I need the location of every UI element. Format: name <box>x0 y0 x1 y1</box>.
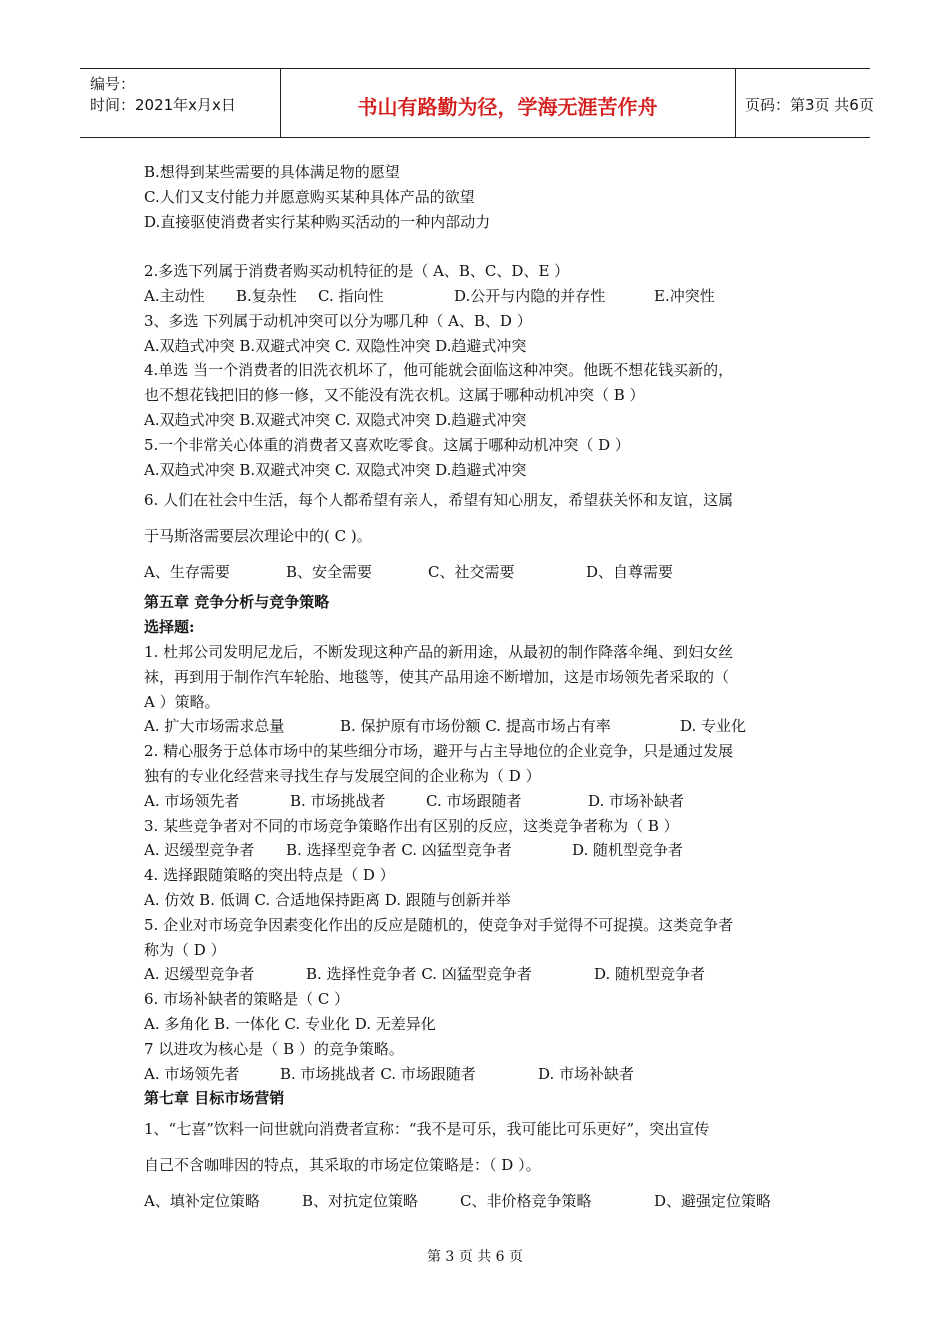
option: D. 随机型竞争者 <box>594 965 706 984</box>
ch5-q7-options <box>144 1062 814 1087</box>
ch4-q6-line1: 6. 人们在社会中生活，每个人都希望有亲人，希望有知心朋友，希望获关怀和友谊，这属 <box>144 491 734 510</box>
ch4-q6-options <box>144 554 814 590</box>
option: B. 选择型竞争者 C. 凶猛型竞争者 <box>286 841 512 860</box>
option: C、非价格竞争策略 <box>460 1192 592 1211</box>
ch7-q1-line2: 自己不含咖啡因的特点，其采取的市场定位策略是：（ D ）。 <box>144 1156 541 1175</box>
ch4-q5-options: A.双趋式冲突 B.双避式冲突 C. 双隐式冲突 D.趋避式冲突 <box>144 460 527 479</box>
option: B. 保护原有市场份额 C. 提高市场占有率 <box>340 717 611 736</box>
ch5-q6-options: A. 多角化 B. 一体化 C. 专业化 D. 无差异化 <box>144 1014 436 1033</box>
option: A. 市场领先者 <box>144 791 240 810</box>
option: A.主动性 <box>144 286 205 305</box>
option: E.冲突性 <box>654 286 715 305</box>
ch5-q2-line1: 2. 精心服务于总体市场中的某些细分市场，避开与占主导地位的企业竞争，只是通过发展 <box>144 742 734 761</box>
ch4-q5: 5.一个非常关心体重的消费者又喜欢吃零食。这属于哪种动机冲突（ D ） <box>144 435 630 454</box>
option: B. 选择性竞争者 C. 凶猛型竞争者 <box>306 965 532 984</box>
page-header <box>80 68 874 138</box>
option: B.复杂性 <box>236 286 297 305</box>
ch7-title: 第七章 目标市场营销 <box>144 1089 285 1108</box>
ch5-q1-line3: A ）策略。 <box>144 692 220 711</box>
option: A. 扩大市场需求总量 <box>144 717 285 736</box>
ch5-q5-line1: 5. 企业对市场竞争因素变化作出的反应是随机的，使竞争对手觉得不可捉摸。这类竞争者 <box>144 915 734 934</box>
option: A. 市场领先者 <box>144 1064 240 1083</box>
ch5-q2-line2: 独有的专业化经营来寻找生存与发展空间的企业称为（ D ） <box>144 766 541 785</box>
ch5-q2-options <box>144 789 814 814</box>
option: C. 市场跟随者 <box>426 791 522 810</box>
option: A、填补定位策略 <box>144 1192 260 1211</box>
ch4-q1-option-b: B.想得到某些需要的具体满足物的愿望 <box>144 163 400 181</box>
ch4-q2-options <box>144 284 814 309</box>
ch5-q5-options <box>144 962 814 987</box>
ch4-q1-option-d: D.直接驱使消费者实行某种购买活动的一种内部动力 <box>144 212 491 231</box>
ch4-q4-options: A.双趋式冲突 B.双避式冲突 C. 双隐式冲突 D.趋避式冲突 <box>144 410 527 429</box>
option: D. 随机型竞争者 <box>572 841 684 860</box>
header-motto-cell <box>280 69 736 137</box>
option: A. 迟缓型竞争者 <box>144 841 255 860</box>
date-label: 时间：2021年x月x日 <box>90 96 236 114</box>
option: D. 市场补缺者 <box>588 791 685 810</box>
option: B、对抗定位策略 <box>302 1192 419 1211</box>
ch7-q1-options <box>144 1183 814 1219</box>
ch5-q6: 6. 市场补缺者的策略是（ C ） <box>144 990 350 1009</box>
ch5-q7: 7 以进攻为核心是（ B ）的竞争策略。 <box>144 1039 404 1058</box>
motto: 书山有路勤为径，学海无涯苦作舟 <box>357 95 658 119</box>
ch5-q1-line2: 袜，再到用于制作汽车轮胎、地毯等，使其产品用途不断增加，这是市场领先者采取的（ <box>144 667 730 686</box>
ch5-q4-options: A. 仿效 B. 低调 C. 合适地保持距离 D. 跟随与创新并举 <box>144 890 511 909</box>
option: A、生存需要 <box>144 563 230 582</box>
ch5-q4: 4. 选择跟随策略的突出特点是（ D ） <box>144 866 395 885</box>
option: A. 迟缓型竞争者 <box>144 965 255 984</box>
ch5-q1-options <box>144 714 814 739</box>
header-left-cell <box>80 69 281 137</box>
option: D.公开与内隐的并存性 <box>454 286 606 305</box>
header-right-cell <box>735 69 874 137</box>
page-info: 页码：第3页 共6页 <box>745 96 874 114</box>
ch4-q4-line1: 4.单选 当一个消费者的旧洗衣机坏了，他可能就会面临这种冲突。他既不想花钱买新的， <box>144 361 734 380</box>
ch7-q1-line1: 1、“七喜”饮料一问世就向消费者宣称：“我不是可乐，我可能比可乐更好”，突出宣传 <box>144 1120 710 1139</box>
document-body <box>144 160 814 1219</box>
ch4-q3: 3、多选 下列属于动机冲突可以分为哪几种（ A、B、D ） <box>144 311 532 330</box>
option: C. 指向性 <box>318 286 384 305</box>
option: D、自尊需要 <box>586 563 674 582</box>
page-footer: 第 3 页 共 6 页 <box>426 1249 524 1265</box>
ch4-q4-line2: 也不想花钱把旧的修一修，又不能没有洗衣机。这属于哪种动机冲突（ B ） <box>144 386 645 405</box>
ch5-q5-line2: 称为（ D ） <box>144 940 226 959</box>
ch5-subtitle: 选择题: <box>144 618 195 637</box>
code-label: 编号： <box>90 75 136 93</box>
option: B. 市场挑战者 <box>290 791 386 810</box>
option: C、社交需要 <box>428 563 515 582</box>
ch5-title: 第五章 竞争分析与竞争策略 <box>144 593 330 612</box>
ch5-q3-options <box>144 838 814 863</box>
ch5-q1-line1: 1. 杜邦公司发明尼龙后，不断发现这种产品的新用途，从最初的制作降落伞绳、到妇女丝 <box>144 642 734 661</box>
option: D. 专业化 <box>680 717 747 736</box>
ch4-q1-option-c: C.人们又支付能力并愿意购买某种具体产品的欲望 <box>144 187 475 206</box>
option: B、安全需要 <box>286 563 373 582</box>
ch4-q2: 2.多选下列属于消费者购买动机特征的是（ A、B、C、D、E ） <box>144 262 570 281</box>
ch4-q6-line2: 于马斯洛需要层次理论中的( C )。 <box>144 527 372 546</box>
option: B. 市场挑战者 C. 市场跟随者 <box>280 1064 476 1083</box>
option: D、避强定位策略 <box>654 1192 772 1211</box>
ch5-q3: 3. 某些竞争者对不同的市场竞争策略作出有区别的反应，这类竞争者称为（ B ） <box>144 816 679 835</box>
option: D. 市场补缺者 <box>538 1064 635 1083</box>
ch4-q3-options: A.双趋式冲突 B.双避式冲突 C. 双隐性冲突 D.趋避式冲突 <box>144 336 527 355</box>
